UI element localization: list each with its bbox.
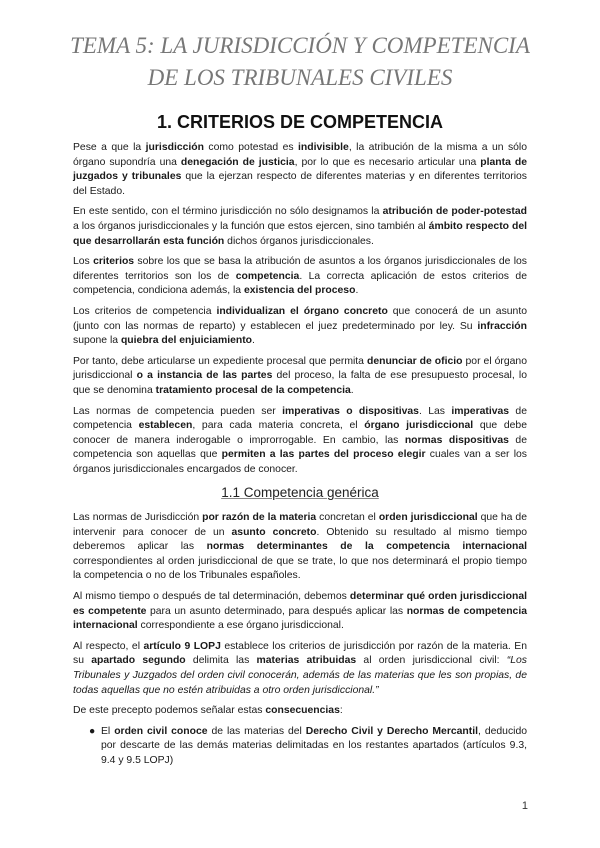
text-run: por el órgano jurisdiccional xyxy=(73,355,527,382)
text-run: que conocerá de un asunto (junto con las normas de reparto) y establecen el juez predeterminado por ley. Su xyxy=(73,305,527,332)
paragraph xyxy=(73,511,527,584)
section-2-paragraphs xyxy=(73,511,527,719)
page-number: 1 xyxy=(521,800,528,812)
text-run: de competencia xyxy=(73,405,527,432)
title-line-1: TEMA 5: LA JURISDICCIÓN Y COMPETENCIA xyxy=(70,33,530,58)
bold-term: individualizan el órgano concreto xyxy=(216,305,388,317)
paragraph xyxy=(73,355,527,399)
bold-term: denegación de justicia xyxy=(180,156,295,168)
bold-term: quiebra del enjuiciamiento xyxy=(120,335,253,347)
bold-term: imperativas xyxy=(451,405,510,417)
text-run: del proceso, la falta de ese presupuesto procesal, lo que se denomina xyxy=(73,370,527,396)
text-run: : xyxy=(339,705,343,717)
text-run: El xyxy=(101,725,115,737)
text-run: Al respecto, el xyxy=(73,640,144,652)
text-run: que la ejerzan respecto de diferentes materias y en diferentes territorios del Estado. xyxy=(73,171,527,197)
bold-term: establecen xyxy=(138,420,193,432)
section-1-paragraphs xyxy=(73,141,527,477)
text-run: correspondiente a ese órgano jurisdiccional. xyxy=(137,620,344,632)
bold-term: órgano jurisdiccional xyxy=(364,420,474,432)
text-run: cuales van a ser los órganos jurisdiccionales encargados de conocer. xyxy=(73,449,527,475)
bold-term: indivisible xyxy=(298,142,349,153)
text-run: . xyxy=(252,335,255,347)
bold-term: tratamiento procesal de la competencia xyxy=(155,384,351,396)
bold-term: atribución de poder-potestad xyxy=(382,206,527,218)
bold-term: infracción xyxy=(477,320,527,332)
text-run: . La correcta aplicación de estos criterios de competencia, condiciona además, la xyxy=(73,270,527,297)
bold-term: normas determinantes de la competencia internacional xyxy=(206,541,527,553)
bold-term: normas de competencia internacional xyxy=(73,605,527,632)
paragraph xyxy=(73,205,527,249)
text-run: supone la xyxy=(73,335,121,347)
bold-term: ámbito respecto del que desarrollarán esta función xyxy=(73,220,527,247)
bold-term: consecuencias xyxy=(265,705,340,717)
bold-term: o a instancia de las partes xyxy=(136,370,273,382)
paragraph xyxy=(73,405,527,478)
bold-term: competencia xyxy=(235,270,300,282)
paragraph xyxy=(73,640,527,698)
bold-term: determinar qué orden jurisdiccional es competente xyxy=(73,591,527,617)
bold-term: por razón de la materia xyxy=(202,512,317,524)
bold-term: apartado segundo xyxy=(91,655,186,667)
bold-term: artículo 9 LOPJ xyxy=(143,640,221,652)
bold-term: permiten a las partes del proceso elegir xyxy=(221,449,426,461)
document-title xyxy=(40,30,560,94)
text-run: que ha de intervenir para conocer de un xyxy=(73,512,527,538)
title-line-2: DE LOS TRIBUNALES CIVILES xyxy=(147,65,453,90)
text-run: Las normas de competencia pueden ser xyxy=(73,405,283,417)
bold-term: jurisdicción xyxy=(145,142,204,153)
bold-term: imperativas o dispositivas xyxy=(282,405,419,417)
text-run: establece los criterios de jurisdicción por razón de la materia. En su xyxy=(73,640,527,667)
text-run: sobre los que se basa la atribución de asuntos a los órganos jurisdiccionales de los diferentes territorios son los de xyxy=(73,256,528,282)
text-run: Al mismo tiempo o después de tal determinación, debemos xyxy=(73,591,350,603)
text-run: . xyxy=(350,384,354,396)
text-run: al orden jurisdiccional civil: xyxy=(356,655,507,667)
text-run: , deducido por descarte de las demás materias delimitadas en los restantes apartados (artículos 9.3, 9.4 y 9.5 LOPJ) xyxy=(101,725,528,766)
bold-term: criterios xyxy=(93,256,135,268)
bold-term: orden jurisdiccional xyxy=(378,512,478,524)
text-run: correspondientes al orden jurisdiccional de que se trate, lo que nos determinará el propio tiempo la competencia o no de los Tribunales españoles. xyxy=(73,555,527,582)
text-run: delimita las xyxy=(185,655,257,667)
text-run: . Las xyxy=(418,405,452,417)
text-run: De este precepto podemos señalar estas xyxy=(73,705,266,717)
legal-quote: “Los Tribunales y Juzgados del orden civil conocerán, además de las materias que les son propias, de todas aquellas que no estén atribuidas a otro orden jurisdiccional.” xyxy=(73,655,527,696)
text-run: En este sentido, con el término jurisdicción no sólo designamos la xyxy=(73,206,383,218)
text-run: , para cada materia concreta, el xyxy=(192,420,365,432)
paragraph xyxy=(73,141,527,199)
section-heading-criterios: 1. CRITERIOS DE COMPETENCIA xyxy=(156,112,444,132)
text-run: como potestad es xyxy=(203,142,298,153)
bold-term: materias atribuidas xyxy=(256,655,357,667)
paragraph xyxy=(73,255,527,299)
text-run: Los xyxy=(73,256,94,268)
text-run: Por tanto, debe articularse un expediente procesal que permita xyxy=(73,355,367,367)
text-run: que debe conocer de manera inderogable o improrrogable. En cambio, las xyxy=(73,420,527,446)
paragraph xyxy=(73,305,527,349)
bold-term: Derecho Civil y Derecho Mercantil xyxy=(305,725,479,737)
subsection-heading-competencia-generica: 1.1 Competencia genérica xyxy=(221,485,379,501)
text-run: para un asunto determinado, para después aplicar las xyxy=(146,605,407,617)
text-run: . Obtenido su resultado al mismo tiempo deberemos aplicar las xyxy=(73,526,528,553)
document-body xyxy=(73,141,527,769)
text-run: a los órganos jurisdiccionales y la función que estos ejercen, sino también al xyxy=(73,220,429,232)
bold-term: existencia del proceso xyxy=(243,285,356,297)
list-item xyxy=(89,725,527,769)
bold-term: asunto concreto xyxy=(231,526,317,538)
text-run: de las materias del xyxy=(207,725,306,737)
text-run: dichos órganos jurisdiccionales. xyxy=(224,235,374,247)
text-run: Pese a que la xyxy=(73,142,146,153)
bold-term: planta de juzgados y tribunales xyxy=(73,156,527,183)
paragraph xyxy=(73,590,527,634)
text-run: de competencia son aquellas que xyxy=(73,434,527,461)
consequences-list xyxy=(73,725,527,769)
paragraph xyxy=(73,704,527,719)
text-run: , por lo que es necesario articular una xyxy=(294,156,481,168)
bold-term: denunciar de oficio xyxy=(366,355,463,367)
text-run: Las normas de Jurisdicción xyxy=(73,512,203,524)
bold-term: normas dispositivas xyxy=(404,434,509,446)
text-run: , la atribución de la misma a un sólo órgano supondría una xyxy=(73,142,528,168)
text-run: concretan el xyxy=(316,512,379,524)
bold-term: orden civil conoce xyxy=(114,725,208,737)
text-run: . xyxy=(355,285,359,297)
bullet-icon: ● xyxy=(89,725,96,737)
text-run: Los criterios de competencia xyxy=(73,305,217,317)
